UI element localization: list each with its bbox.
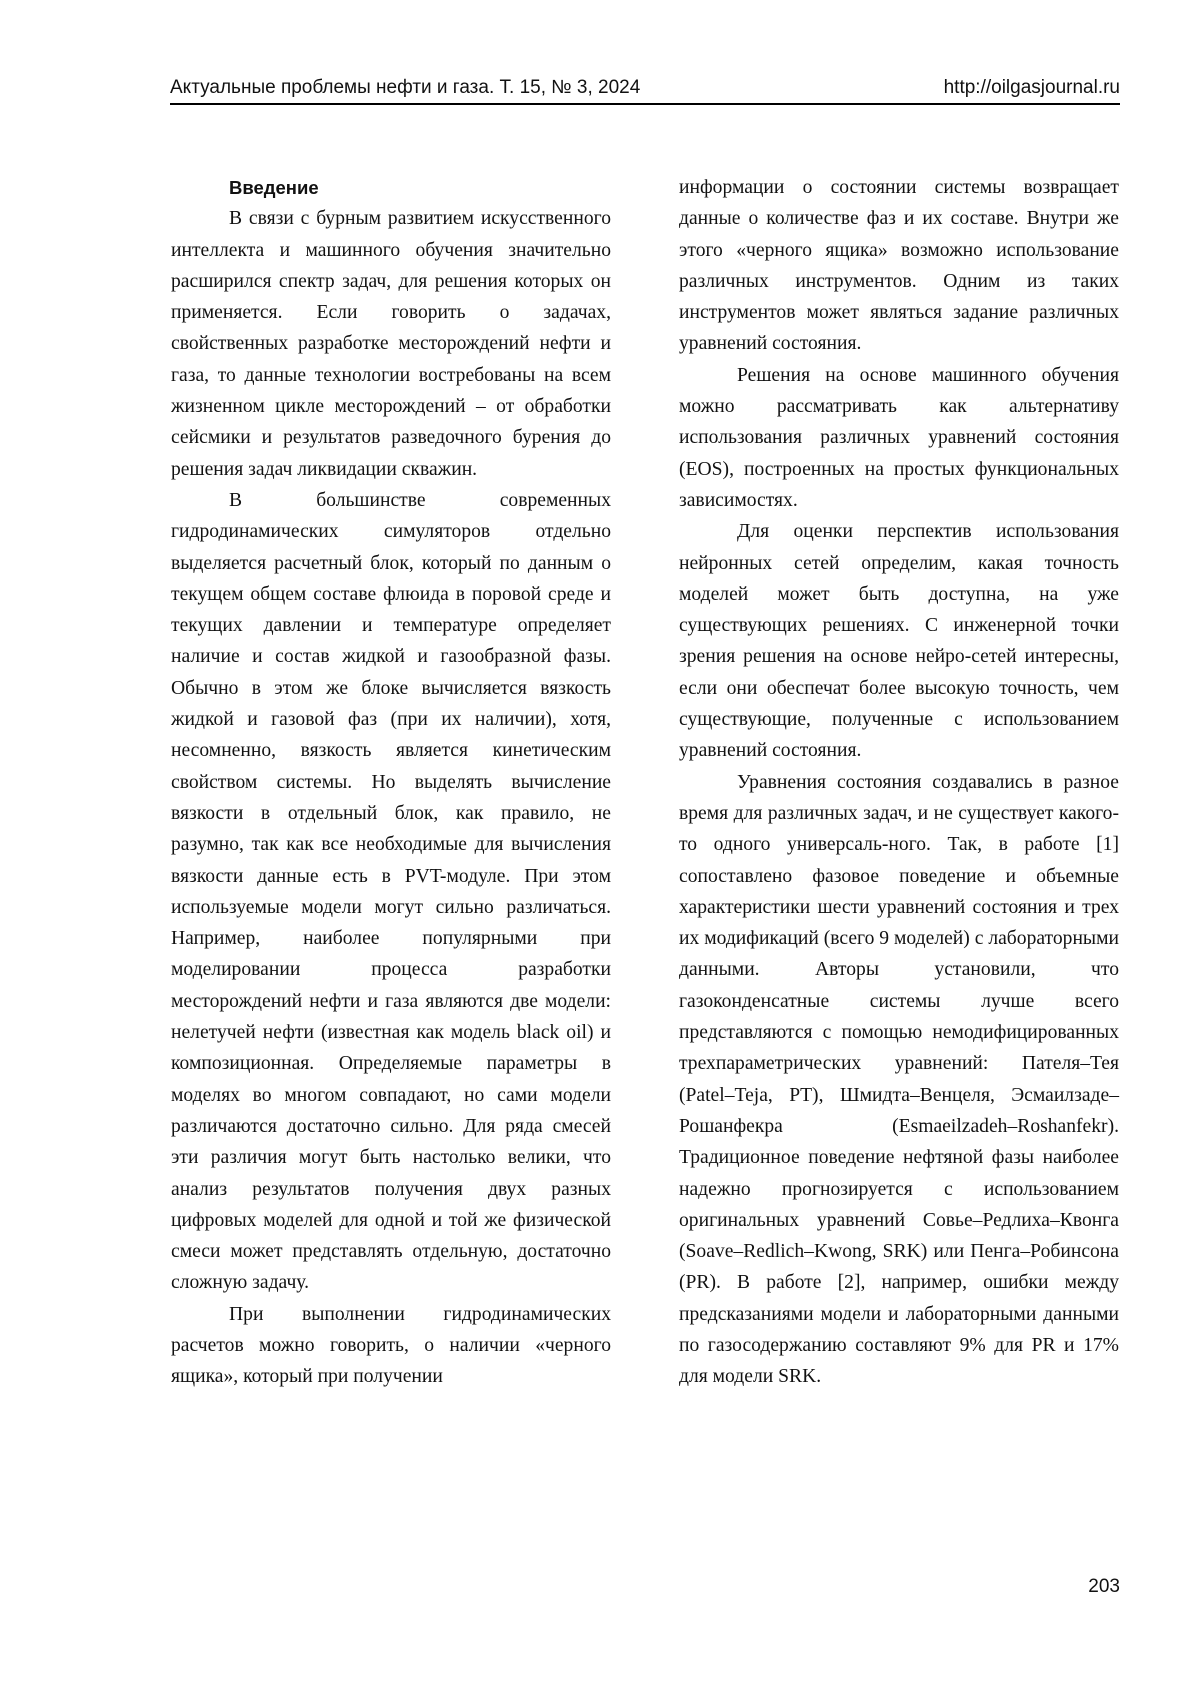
section-heading: Введение	[229, 177, 319, 198]
paragraph: Решения на основе машинного обучения можно рассматривать как альтернативу использования различных уравнений состояния (EOS), построенных на простых функциональных зависимостях.	[679, 364, 1119, 511]
running-header	[170, 73, 1120, 105]
left-column	[171, 172, 611, 1393]
right-column	[679, 172, 1119, 1393]
journal-title: Актуальные проблемы нефти и газа. Т. 15, № 3, 2024	[170, 77, 641, 98]
paragraph: Уравнения состояния создавались в разное время для различных задач, и не существует какого-то одного универсаль-ного. Так, в работе [1] сопоставлено фазовое поведение и объемные характеристики шести уравнений состояния и трех их модификаций (всего 9 моделей) с лабораторными данными. Авторы установили, что газоконденсатные системы лучше всего представляются с помощью немодифицированных трехпараметрических уравнений: Пателя–Тея (Patel–Teja, PT), Шмидта–Венцеля, Эсмаилзаде–Рошанфекра (Esmaeilzadeh–Roshanfekr). Традиционное поведение нефтяной фазы наиболее надежно прогнозируется с использованием оригинальных уравнений Совье–Редлиха–Квонга (Soave–Redlich–Kwong, SRK) или Пенга–Робинсона (PR). В работе [2], например, ошибки между предсказаниями модели и лабораторными данными по газосодержанию составляют 9% для PR и 17% для модели SRK.	[679, 771, 1119, 1388]
journal-url[interactable]: http://oilgasjournal.ru	[943, 77, 1120, 98]
page-number: 203	[1088, 1576, 1120, 1597]
paragraph: При выполнении гидродинамических расчетов можно говорить, о наличии «черного ящика», который при получении	[171, 1303, 611, 1388]
paragraph-continuation: информации о состоянии системы возвращает данные о количестве фаз и их составе. Внутри же этого «черного ящика» возможно использование различных инструментов. Одним из таких инструментов может являться задание различных уравнений состояния.	[679, 177, 1119, 355]
paragraph: Для оценки перспектив использования нейронных сетей определим, какая точность моделей может быть доступна, на уже существующих решениях. С инженерной точки зрения решения на основе нейро-сетей интересны, если они обеспечат более высокую точность, чем существующие, полученные с использованием уравнений состояния.	[679, 521, 1119, 762]
paragraph: В большинстве современных гидродинамических симуляторов отдельно выделяется расчетный блок, который по данным о текущем общем составе флюида в поровой среде и текущих давлении и температуре определяет наличие и состав жидкой и газообразной фазы. Обычно в этом же блоке вычисляется вязкость жидкой и газовой фаз (при их наличии), хотя, несомненно, вязкость является кинетическим свойством системы. Но выделять вычисление вязкости в отдельный блок, как правило, не разумно, так как все необходимые для вычисления вязкости данные есть в PVT-модуле. При этом используемые модели могут сильно различаться. Например, наиболее популярными при моделировании процесса разработки месторождений нефти и газа являются две модели: нелетучей нефти (известная как модель black oil) и композиционная. Определяемые параметры в моделях во многом совпадают, но сами модели различаются достаточно сильно. Для ряда смесей эти различия могут быть настолько велики, что анализ результатов получения двух разных цифровых моделей для одной и той же физической смеси может представлять отдельную, достаточно сложную задачу.	[171, 489, 611, 1294]
paragraph: В связи с бурным развитием искусственного интеллекта и машинного обучения значительно расширился спектр задач, для решения которых он применяется. Если говорить о задачах, свойственных разработке месторождений нефти и газа, то данные технологии востребованы на всем жизненном цикле месторождений – от обработки сейсмики и результатов разведочного бурения до решения задач ликвидации скважин.	[171, 208, 611, 480]
